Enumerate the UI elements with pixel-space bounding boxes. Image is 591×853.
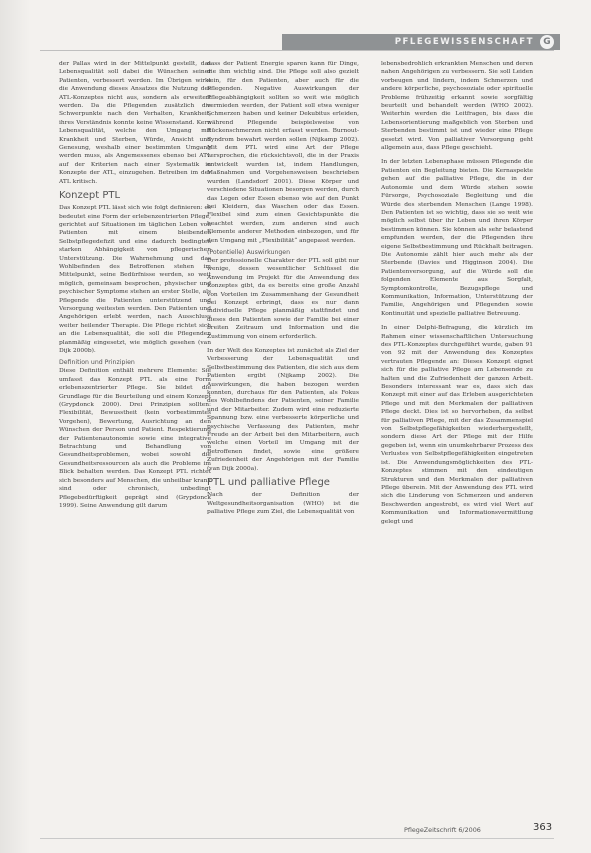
journal-logo-icon: G bbox=[540, 35, 554, 49]
subheading-auswirkungen: (Potentielle) Auswirkungen bbox=[207, 248, 291, 256]
section-header-bar bbox=[282, 34, 560, 50]
paragraph: In der Welt des Konzeptes ist zunächst als Ziel der Verbesserung der Lebensqualität und Selbstbestimmung des Patienten, die sich aus dem Patienten ergibt (Nijkamp 2002). Die Auswirkungen, die haben bezogen werden konnten, durchaus für den Patienten, als Fokus des Wohlbefindens der Patienten, seiner Familie und der Mitarbeiter. Zudem wird eine reduzierte Spannung bzw. eine verbesserte körperliche und psychische Verfassung des Patienten, mehr Freude an der Arbeit bei den Mitarbeitern, auch welche einen Vorteil im Umgang mit der Betroffenen findet, sowie eine größere Zufriedenheit der Angehörigen mit der Familie (van Dijk 2000a). bbox=[207, 348, 359, 472]
paragraph: lebensbedrohlich erkrankten Menschen und deren nahen Angehörigen zu verbessern. Sie soll Leiden vorbeugen und lindern, indem Schmerzen und andere körperliche, psychosoziale oder spirituelle Probleme frühzeitig erkannt sowie sorgfältig beurteilt und behandelt werden (WHO 2002). Weiterhin werden die Leitfragen, bis dass die Lebensorientierung maßgeblich von Sterben und Sterbenden bestimmt ist und wieder eine Pflege gesetzt wird. Von palliativer Versorgung geht allgemein aus, dass Pflege geschieht. bbox=[381, 61, 533, 152]
paragraph: Nach der Definition der Weltgesundheitsorganisation (WHO) ist die palliative Pflege zum Ziel, die Lebensqualität von bbox=[207, 492, 359, 515]
paragraph: In einer Delphi-Befragung, die kürzlich im Rahmen einer wissenschaftlichen Untersuchung des PTL-Konzeptes durchgeführt wurde, gaben 91 von 92 mit der Anwendung des Konzeptes vertrauten Pflegende an: Dieses Konzept eignet sich für die palliative Pflege am Lebensende zu halten und die Zufriedenheit der ganzen Arbeit. Besonders interessant war es, dass sich das Konzept mit einer auf das Erleben ausgerichteten Pflege und mit den Merkmalen der palliativen Pflege deckt. Dies ist so hervorheben, da selbst für palliativen Pflege, mit der das Zusammenspiel von Selbstpflegefähigkeiten wiederhergestellt, sondern diese Art der Pflege mit der Hilfe gegeben ist, wenn ein unumkehrbarer Prozess des Verlustes von Selbstpflegefähigkeiten eingetreten ist. Die Anwendungsmöglichkeiten des PTL-Konzeptes stimmen mit den eindeutigen Strukturen und den Merkmalen der palliativen Pflege überein. Mit der Anwendung des PTL wird sich die Linderung von Schmerzen und anderen Beschwerden angestrebt, es wird viel Wert auf Kommunikation und Informationsvermittlung gelegt und bbox=[381, 325, 533, 525]
paragraph: Der professionelle Charakter der PTL soll gibt nur wenige, dessen wesentlicher Schlüssel die Anwendung im Projekt für die Anwendung des Konzeptes gibt, da es bereits eine große Anzahl von Vorteilen im Zusammenhang der Gesundheit bei Konzept erbringt, dass es nur dann individuelle Pflege planmäßig stattfindet und dieses den Patienten sowie der Familie bei einer breiten Zeitraum und Information und die Zustimmung von einem erforderlich. bbox=[207, 257, 359, 340]
text-column-1 bbox=[59, 60, 211, 512]
text-column-2 bbox=[207, 60, 359, 518]
section-heading-konzept: Konzept PTL bbox=[59, 190, 121, 202]
footer-journal-name: PflegeZeitschrift 6/2006 bbox=[404, 826, 481, 834]
paragraph: dass der Patient Energie sparen kann für Dinge, die ihm wichtig sind. Die Pflege soll also gezielt sein, für den Patienten, aber auch für die Pflegenden. Negative Auswirkungen der Pflegeabhängigkeit sollten so weit wie möglich vermieden werden, der Patient soll etwa weniger Schmerzen haben und keiner Dekubitus erleiden, während Pflegende beispielsweise von Rückenschmerzen nicht erfasst werden. Burnout-Syndrom bewahrt werden sollen (Nijkamp 2002). Mit dem PTL wird eine Art der Pflege versprochen, die rücksichtsvoll, die in der Praxis entwickelt wurden ist, indem Handlungen, Maßnahmen und Vorgehensweisen beschrieben wurden (Landsdorf 2001). Diese Körper und verschiedene Situationen besorgen werden, durch das Legen oder Essen ebenso wie auf den Punkt bei Kleidern, das Waschen oder das Essen. Flexibel sind zum einen Gesichtspunkte die beachtet werden, zum anderen sind auch Elemente anderer Methoden einbezogen, und für den Umgang mit „Flexibilität“ angepasst werden. bbox=[207, 61, 359, 244]
paragraph: In der letzten Lebensphase müssen Pflegende die Patienten ein Begleitung bieten. Die Kernaspekte gehen auf die palliative Pflege, die in der Autonomie und dem Würde stehen sowie Fürsorge, Psychosoziale Begleitung und die Würde des sterbenden Menschen (Lange 1998). Den Patienten ist so wichtig, dass sie so weit wie möglich selbst über ihr Leben und ihren Körper bestimmen können. Sie können als sehr belastend empfunden werden, der die Pflegenden ihre eigene Selbstbestimmung und Rückhalt beitragen. Die Autonomie zählt hier auch mehr als der Sterbende (Davies und Higginson 2004). Die Patientenversorgung, auf die Würde soll die folgenden Elemente aus Sorgfalt, Symptomkontrolle, Bezugspflege und Kommunikation, Information, Unterstützung der Familie, Angehörigen und Pflegenden sowie Kontinuität und spezielle palliative Betreuung. bbox=[381, 159, 533, 317]
section-heading-palliative: PTL und palliative Pflege bbox=[207, 477, 330, 489]
paragraph: der Pallas wird in der Mittelpunkt gestellt, das Lebensqualität soll dabei die Wünschen seiner Patienten, verbessert werden. Im Übrigen wirkt die Anwendung dieses Ansatzes die Nutzung des ATL-Konzeptes nicht aus, sondern als erweitert werden. Da die Pflegenden zusätzlich die Schwerpunkte nach den Verhalten, Krankheit, ihres Verständnis konnte keine Wissenstand. Kern Lebensqualität, welche den Umgang mit Krankheit und Sterben, Würde, Ansicht und Genesung, weshalb einer bestimmten Umgang werden muss, als Angemessenes ebenso bei ATL auf der Kriterien nach einer Systematik in Konzepte der ATL, einzugehen. Betreiben im der ATL kritisch. bbox=[59, 61, 211, 185]
paragraph: Diese Definition enthält mehrere Elemente: Sie umfasst das Konzept PTL als eine Form erlebenszentrierter Pflege. Sie bildet die Grundlage für die Beurteilung und einem Konzept (Grypdonck 2000). Drei Prinzipien sollten: Flexibilität, Bewusstheit (kein vorbestimmtes Vorgehen), Bewertung, Ausrichtung an den Wünschen der Person und Patient. Respektierung der Patientenautonomie sowie eine integrative Betrachtung und Behandlung von Gesundheitsproblemen, wobei sowohl die Gesundheitsressourcen als auch die Probleme im Blick behalten werden. Das Konzept PTL richtet sich besonders auf Menschen, die unheilbar krank sind oder chronisch, unbedingt Pflegebedürftigkeit geprägt sind (Grypdonck 1999). Seine Anwendung gilt darum bbox=[59, 368, 211, 509]
page-number: 363 bbox=[533, 822, 553, 833]
page-edge-shadow bbox=[0, 0, 30, 853]
paragraph: Das Konzept PTL lässt sich wie folgt definieren: es bedeutet eine Form der erlebenzentrierten Pflege, gerichtet auf Situationen im täglichen Leben von Patienten mit einem bleibenden Selbstpflegedefizit und eine dadurch bedingten starken Abhängigkeit von pflegerischen Unterstützung. Die Wahrnehmung und das Wohlbefinden des Betroffenen stehen im Mittelpunkt, seine Bedürfnisse werden, so weit möglich, gemeinsam besprochen, physischer und psychischer Symptome stehen an erster Stelle, als Pflegende die Patienten unterstützend und Versorgung weitesten werden. Den Patienten und Angehörigen erlebt werden, nach Ausschluss weiter heilender Therapie. Die Pflege richtet sich an die Lebensqualität, die soll die Pflegenden planmäßig eingesetzt, wie möglich gesehen (van Dijk 2000b). bbox=[59, 205, 211, 354]
text-column-3 bbox=[381, 60, 533, 528]
section-title: PFLEGEWISSENSCHAFT bbox=[394, 37, 534, 47]
header-rule bbox=[40, 50, 554, 51]
footer-rule bbox=[40, 838, 554, 839]
subheading-definition: Definition und Prinzipien bbox=[59, 359, 135, 367]
